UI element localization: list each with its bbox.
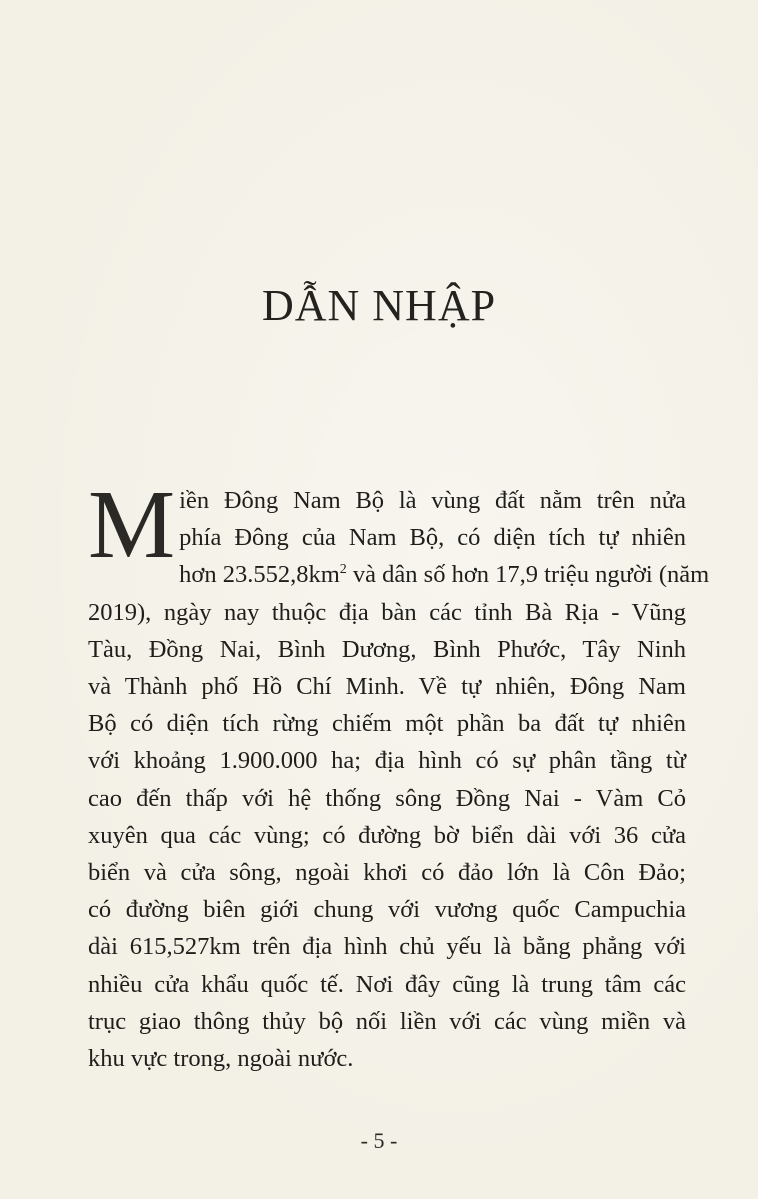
page-number: - 5 -: [360, 1128, 398, 1153]
paragraph-line: và Thành phố Hồ Chí Minh. Về tự nhiên, Đông Nam: [88, 673, 686, 701]
area-superscript: 2: [339, 562, 347, 578]
paragraph-line: [88, 556, 710, 593]
paragraph-line: cao đến thấp với hệ thống sông Đồng Nai - Vàm Cỏ: [88, 784, 686, 812]
paragraph-line: với khoảng 1.900.000 ha; địa hình có sự phân tầng từ: [88, 747, 686, 775]
paragraph-line: khu vực trong, ngoài nước.: [88, 1045, 354, 1073]
paragraph-line: Tàu, Đồng Nai, Bình Dương, Bình Phước, Tây Ninh: [88, 635, 686, 663]
population-text: và dân số hơn 17,9 triệu người (năm: [346, 561, 710, 589]
paragraph-line: Bộ có diện tích rừng chiếm một phần ba đất tự nhiên: [88, 710, 686, 738]
paragraph-line: iền Đông Nam Bộ là vùng đất nằm trên nửa: [179, 487, 686, 514]
paragraph-line: có đường biên giới chung với vương quốc Campuchia: [88, 896, 686, 924]
paragraph-line: phía Đông của Nam Bộ, có diện tích tự nhiên: [179, 524, 686, 552]
paragraph-line: xuyên qua các vùng; có đường bờ biển dài với 36 cửa: [88, 821, 686, 849]
drop-cap-letter: M: [88, 471, 176, 579]
paragraph-line: dài 615,527km trên địa hình chủ yếu là bằng phẳng với: [88, 933, 686, 961]
paragraph-line: 2019), ngày nay thuộc địa bàn các tỉnh Bà Rịa - Vũng: [88, 598, 686, 626]
chapter-title: DẪN NHẬP: [261, 281, 497, 330]
intro-paragraph: [88, 471, 710, 1077]
paragraph-line: trục giao thông thủy bộ nối liền với các vùng miền và: [88, 1007, 686, 1035]
paragraph-line: nhiều cửa khẩu quốc tế. Nơi đây cũng là trung tâm các: [88, 970, 686, 998]
area-value: hơn 23.552,8km: [179, 561, 340, 589]
paragraph-line: biển và cửa sông, ngoài khơi có đảo lớn là Côn Đảo;: [88, 859, 686, 887]
